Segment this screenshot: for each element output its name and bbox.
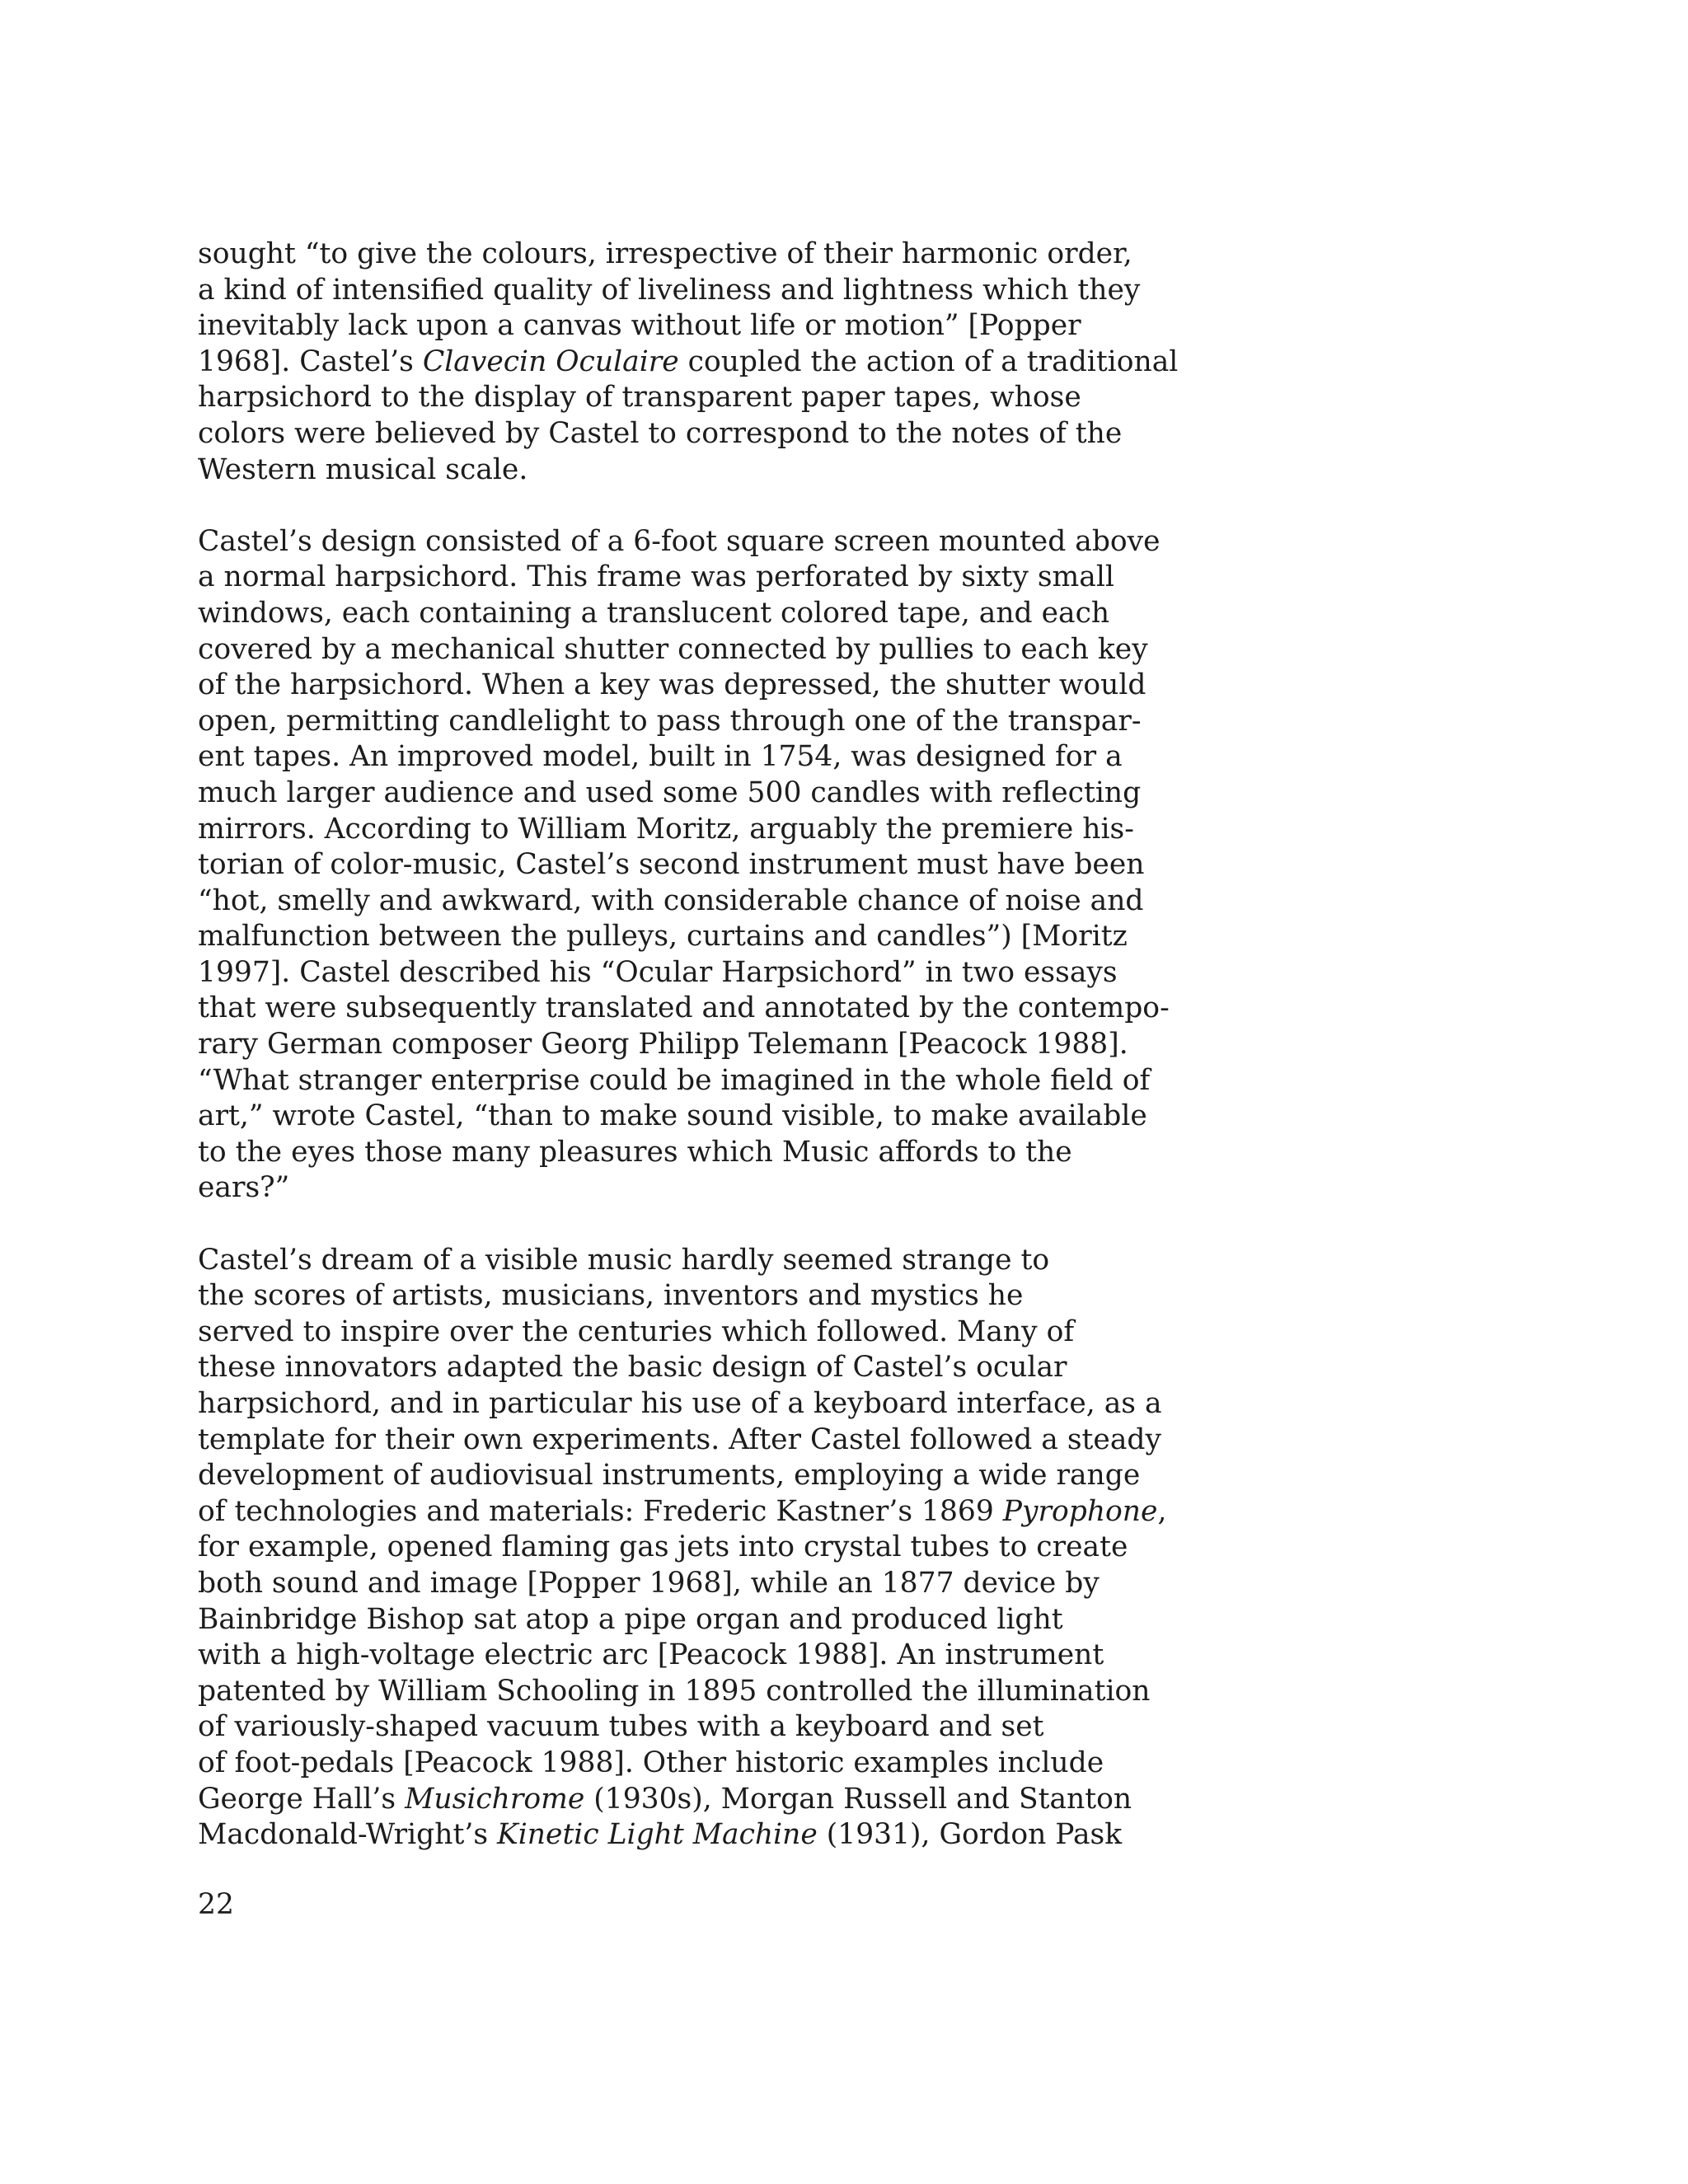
text-run: that were subsequently translated and annotated by the contempo- <box>198 991 1170 1025</box>
paragraph <box>198 524 1170 1207</box>
text-run: harpsichord to the display of transparent paper tapes, whose <box>198 381 1081 415</box>
text-run: harpsichord, and in particular his use of a keyboard interface, as a <box>198 1387 1162 1420</box>
page-number: 22 <box>198 1888 234 1921</box>
text-line <box>198 344 1179 381</box>
text-run: Castel’s design consisted of a 6-foot square screen mounted above <box>198 524 1160 558</box>
text-run: development of audiovisual instruments, employing a wide range <box>198 1459 1141 1493</box>
text-run: rary German composer Georg Philipp Telemann [Peacock 1988]. <box>198 1028 1128 1062</box>
text-run: the scores of artists, musicians, inventors and mystics he <box>198 1279 1024 1313</box>
text-line <box>198 452 1055 489</box>
italic-title: Pyrophone <box>1002 1494 1158 1528</box>
text-run: Castel’s dream of a visible music hardly seemed strange to <box>198 1243 1050 1277</box>
text-line <box>198 1782 1132 1818</box>
text-run: patented by William Schooling in 1895 controlled the illumination <box>198 1674 1151 1708</box>
text-run: template for their own experiments. After Castel followed a steady <box>198 1422 1161 1456</box>
text-line <box>198 1602 1063 1638</box>
text-line <box>198 1674 1151 1710</box>
text-run: of variously-shaped vacuum tubes with a keyboard and set <box>198 1710 1044 1744</box>
text-line <box>198 237 1132 273</box>
text-run: a normal harpsichord. This frame was perforated by sixty small <box>198 560 1114 594</box>
text-line <box>198 919 1128 955</box>
text-run: George Hall’s <box>198 1782 406 1816</box>
text-run: ent tapes. An improved model, built in 1754, was designed for a <box>198 740 1123 774</box>
paragraph <box>198 237 1179 488</box>
text-run: for example, opened flaming gas jets into crystal tubes to create <box>198 1530 1128 1564</box>
text-line <box>198 308 1081 344</box>
text-line <box>198 380 1081 416</box>
text-run: torian of color-music, Castel’s second instrument must have been <box>198 848 1145 882</box>
text-line <box>198 1638 1104 1674</box>
text-line <box>198 1458 1141 1494</box>
text-line <box>198 1027 1128 1063</box>
text-run: 1997]. Castel described his “Ocular Harpsichord” in two essays <box>198 955 1118 989</box>
text-line <box>198 1746 1104 1782</box>
text-line <box>198 704 1142 740</box>
text-run: open, permitting candlelight to pass through one of the transpar- <box>198 704 1142 738</box>
text-line <box>198 847 1145 883</box>
text-line <box>198 416 1123 452</box>
text-line <box>198 1063 1151 1099</box>
text-line <box>198 1099 1147 1135</box>
text-line <box>198 1530 1128 1566</box>
text-run: Western musical scale. <box>198 452 528 486</box>
italic-title: Musichrome <box>405 1782 585 1816</box>
text-run: Bainbridge Bishop sat atop a pipe organ and produced light <box>198 1602 1063 1636</box>
text-run: 1968]. Castel’s <box>198 344 423 378</box>
text-run: coupled the action of a traditional <box>678 344 1179 378</box>
text-line <box>198 776 1142 812</box>
body-text <box>198 237 1179 1854</box>
text-run: of the harpsichord. When a key was depressed, the shutter would <box>198 668 1146 702</box>
text-line <box>198 1422 1161 1459</box>
text-line <box>198 524 1160 560</box>
text-line <box>198 273 1141 309</box>
text-run: much larger audience and used some 500 candles with reflecting <box>198 776 1142 809</box>
italic-title: Clavecin Oculaire <box>422 344 679 378</box>
text-line <box>198 739 1123 776</box>
text-run: these innovators adapted the basic design of Castel’s ocular <box>198 1351 1067 1385</box>
text-line <box>198 883 1144 920</box>
text-line <box>198 1709 1055 1746</box>
paragraph <box>198 1243 1167 1854</box>
text-line <box>198 1243 1055 1279</box>
text-line <box>198 1386 1162 1422</box>
text-run: of technologies and materials: Frederic Kastner’s 1869 <box>198 1494 1003 1528</box>
text-run: Macdonald-Wright’s <box>198 1818 497 1852</box>
text-run: “hot, smelly and awkward, with considerable chance of noise and <box>198 883 1144 917</box>
text-run: to the eyes those many pleasures which Music affords to the <box>198 1135 1072 1169</box>
text-line <box>198 668 1146 704</box>
text-line <box>198 1135 1072 1171</box>
text-run: windows, each containing a translucent colored tape, and each <box>198 596 1110 630</box>
text-run: a kind of intensified quality of liveliness and lightness which they <box>198 273 1141 307</box>
italic-title: Kinetic Light Machine <box>497 1818 818 1852</box>
text-line <box>198 991 1170 1027</box>
text-line <box>198 1566 1100 1602</box>
text-run: (1931), Gordon Pask <box>817 1818 1123 1852</box>
text-line <box>198 1494 1167 1530</box>
text-run: (1930s), Morgan Russell and Stanton <box>584 1782 1132 1816</box>
text-run: sought “to give the colours, irrespective of their harmonic order, <box>198 237 1132 270</box>
text-run: “What stranger enterprise could be imagined in the whole field of <box>198 1063 1151 1097</box>
text-line <box>198 1170 1055 1207</box>
text-run: with a high-voltage electric arc [Peacock 1988]. An instrument <box>198 1638 1104 1672</box>
text-line <box>198 1315 1075 1351</box>
text-line <box>198 632 1148 668</box>
text-line <box>198 560 1114 596</box>
text-line <box>198 955 1118 991</box>
text-run: malfunction between the pulleys, curtains and candles”) [Moritz <box>198 920 1128 954</box>
text-run: art,” wrote Castel, “than to make sound visible, to make available <box>198 1099 1147 1133</box>
text-line <box>198 596 1110 632</box>
text-line <box>198 1350 1067 1386</box>
text-run: of foot-pedals [Peacock 1988]. Other historic examples include <box>198 1746 1104 1779</box>
text-run: inevitably lack upon a canvas without life or motion” [Popper <box>198 309 1081 343</box>
text-run: served to inspire over the centuries which followed. Many of <box>198 1315 1075 1348</box>
text-run: both sound and image [Popper 1968], while an 1877 device by <box>198 1566 1100 1600</box>
text-run: colors were believed by Castel to correspond to the notes of the <box>198 416 1123 450</box>
text-run: , <box>1157 1494 1167 1528</box>
text-run: covered by a mechanical shutter connected by pullies to each key <box>198 632 1148 666</box>
text-line <box>198 1278 1055 1315</box>
text-run: mirrors. According to William Moritz, arguably the premiere his- <box>198 812 1134 846</box>
text-line <box>198 812 1134 848</box>
text-line <box>198 1817 1123 1854</box>
text-run: ears?” <box>198 1171 290 1205</box>
